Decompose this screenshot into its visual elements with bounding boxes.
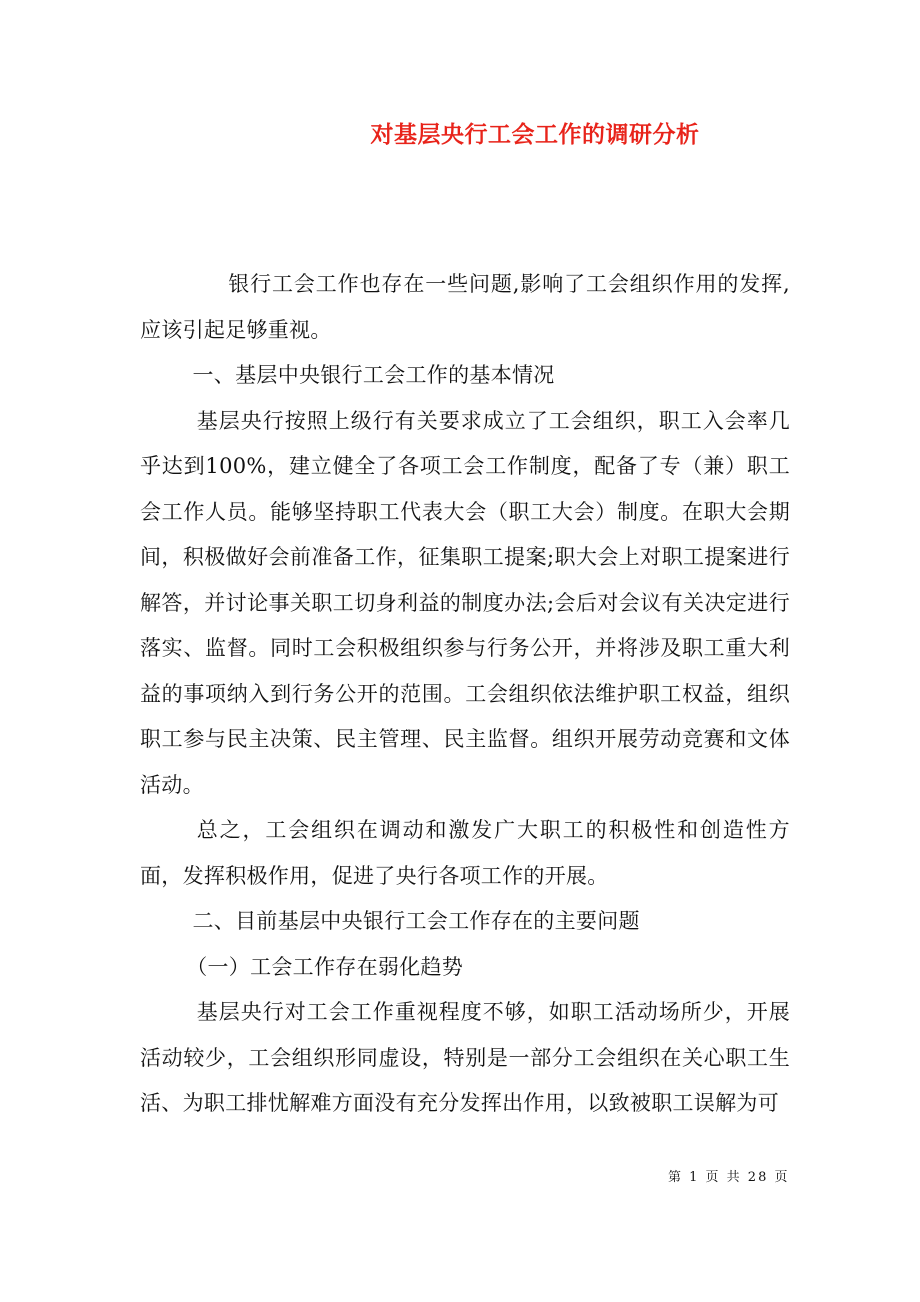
body-paragraph: 基层央行按照上级行有关要求成立了工会组织，职工入会率几乎达到100%，建立健全了各项工会工作制度，配备了专（兼）职工会工作人员。能够坚持职工代表大会（职工大会）制度。在职大会期间，积极做好会前准备工作，征集职工提案;职大会上对职工提案进行解答，并讨论事关职工切身利益的制度办法;会后对会议有关决定进行落实、监督。同时工会积极组织参与行务公开，并将涉及职工重大利益的事项纳入到行务公开的范围。工会组织依法维护职工权益，组织职工参与民主决策、民主管理、民主监督。组织开展劳动竞赛和文体活动。 — [140, 408, 790, 797]
document-title: 对基层央行工会工作的调研分析 — [370, 121, 700, 148]
page-number-footer: 第 1 页 共 28 页 — [668, 1170, 790, 1185]
body-paragraph: 总之，工会组织在调动和激发广大职工的积极性和创造性方面，发挥积极作用，促进了央行各项工作的开展。 — [140, 818, 790, 888]
intro-paragraph: 银行工会工作也存在一些问题,影响了工会组织作用的发挥,应该引起足够重视。 — [140, 272, 790, 342]
body-paragraph: 基层央行对工会工作重视程度不够，如职工活动场所少，开展活动较少，工会组织形同虚设，特别是一部分工会组织在关心职工生活、为职工排忧解难方面没有充分发挥出作用，以致被职工误解为可 — [140, 1000, 790, 1115]
section-heading-1: 一、基层中央银行工会工作的基本情况 — [192, 363, 555, 387]
section-heading-2: 二、目前基层中央银行工会工作存在的主要问题 — [192, 909, 640, 933]
document-body — [140, 262, 790, 1127]
subsection-heading-1: （一）工会工作存在弱化趋势 — [186, 954, 464, 979]
